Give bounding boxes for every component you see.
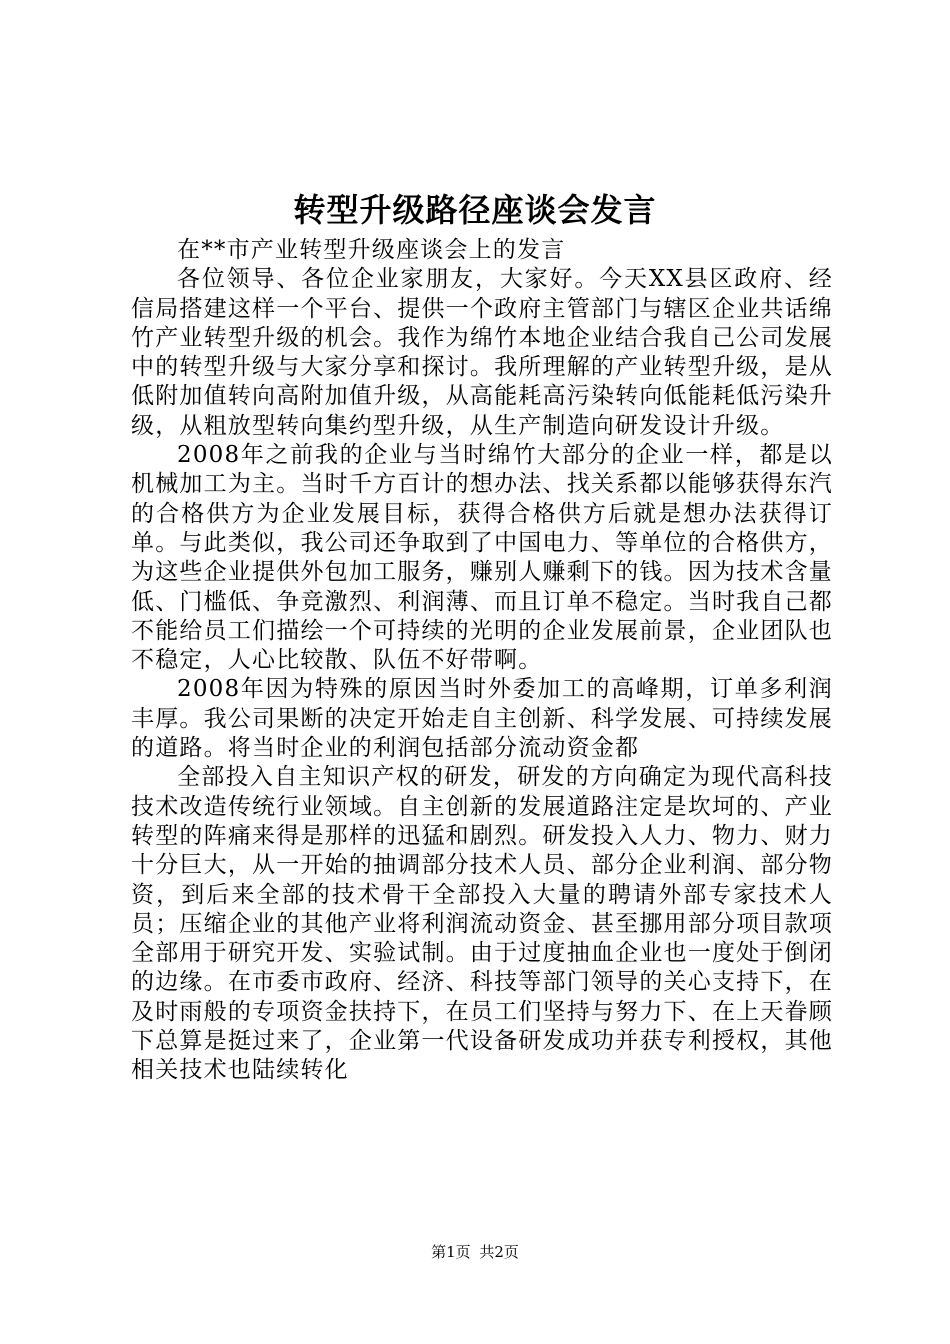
page-total: 共2页	[479, 1243, 519, 1261]
body-paragraph-greeting: 各位领导、各位企业家朋友，大家好。今天XX县区政府、经信局搭建这样一个平台、提供一个政府主管部门与辖区企业共话绵竹产业转型升级的机会。我作为绵竹本地企业结合我自己公司发展中的转型升级与大家分享和探讨。我所理解的产业转型升级，是从低附加值转向高附加值升级，从高能耗高污染转向低能耗低污染升级，从粗放型转向集约型升级，从生产制造向研发设计升级。	[131, 266, 833, 439]
body-paragraph-before-2008: 2008年之前我的企业与当时绵竹大部分的企业一样，都是以机械加工为主。当时千方百计的想办法、找关系都以能够获得东汽的合格供方为企业发展目标，获得合格供方后就是想办法获得订单。与此类似，我公司还争取到了中国电力、等单位的合格供方，为这些企业提供外包加工服务，赚别人赚剩下的钱。因为技术含量低、门槛低、争竞激烈、利润薄、而且订单不稳定。当时我自己都不能给员工们描绘一个可持续的光明的企业发展前景，企业团队也不稳定，人心比较散、队伍不好带啊。	[131, 442, 833, 674]
body-paragraph-subtitle: 在**市产业转型升级座谈会上的发言	[177, 237, 566, 263]
document-body	[131, 236, 833, 1086]
page-number: 第1页	[431, 1243, 471, 1261]
page-footer	[0, 1242, 950, 1262]
body-paragraph-2008-decision: 2008年因为特殊的原因当时外委加工的高峰期，订单多利润丰厚。我公司果断的决定开始走自主创新、科学发展、可持续发展的道路。将当时企业的利润包括部分流动资金都	[131, 676, 833, 762]
document-title: 转型升级路径座谈会发言	[293, 191, 657, 229]
body-paragraph-investment: 全部投入自主知识产权的研发，研发的方向确定为现代高科技技术改造传统行业领域。自主创新的发展道路注定是坎坷的、产业转型的阵痛来得是那样的迅猛和剧烈。研发投入人力、物力、财力十分巨大，从一开始的抽调部分技术人员、部分企业利润、部分物资，到后来全部的技术骨干全部投入大量的聘请外部专家技术人员；压缩企业的其他产业将利润流动资金、甚至挪用部分项目款项全部用于研究开发、实验试制。由于过度抽血企业也一度处于倒闭的边缘。在市委市政府、经济、科技等部门领导的关心支持下，在及时雨般的专项资金扶持下，在员工们坚持与努力下、在上天眷顾下总算是挺过来了，企业第一代设备研发成功并获专利授权，其他相关技术也陆续转化	[131, 764, 833, 1084]
